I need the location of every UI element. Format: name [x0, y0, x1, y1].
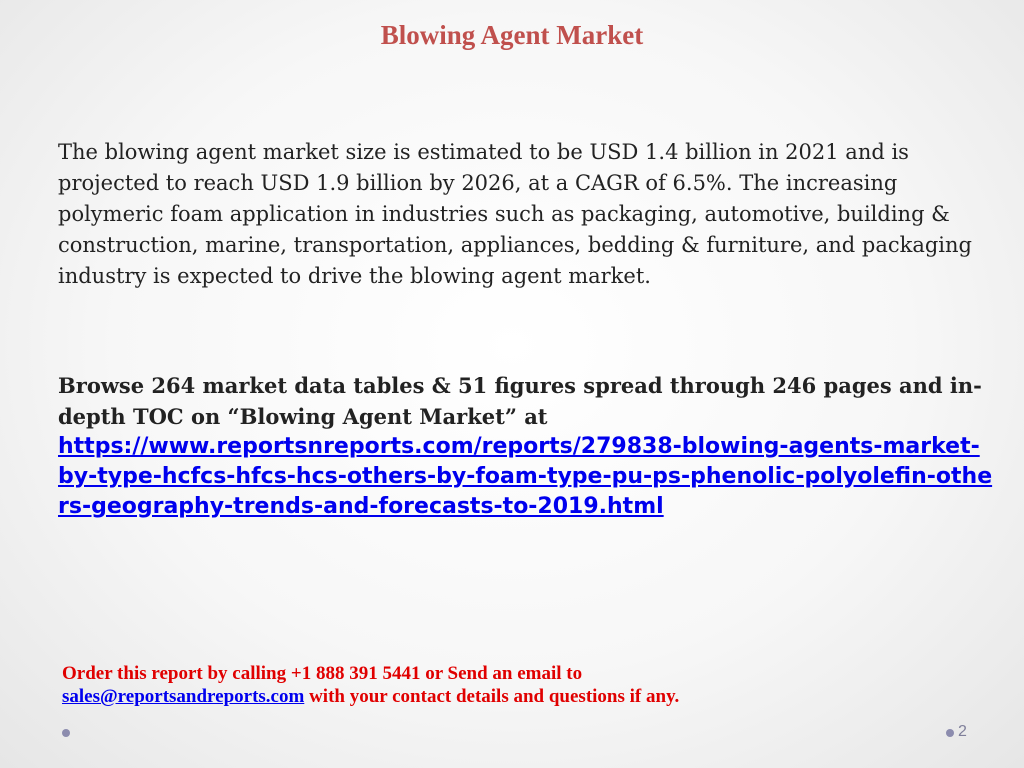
slide-title: Blowing Agent Market [380, 20, 644, 50]
report-link[interactable]: https://www.reportsnreports.com/reports/279838-blowing-agents-market-by-type-hcfcs-hfcs-hcs-others-by-foam-type-pu-ps-phenolic-polyolefin-others-geography-trends-and-forecasts-to-2019.html [58, 434, 993, 519]
page-number: 2 [958, 723, 967, 740]
browse-section [58, 370, 993, 522]
browse-text: Browse 264 market data tables & 51 figures spread through 246 pages and in-depth TOC on “Blowing Agent Market” at [58, 373, 982, 429]
order-text: Order this report by calling +1 888 391 5441 or Send an email to [62, 663, 583, 684]
order-suffix: with your contact details and questions if any. [304, 686, 680, 707]
bullet-dot-left [62, 729, 70, 737]
order-line-two [62, 685, 962, 708]
order-section [62, 662, 962, 708]
email-link[interactable]: sales@reportsandreports.com [62, 686, 305, 707]
market-summary-paragraph: The blowing agent market size is estimated to be USD 1.4 billion in 2021 and is projected to reach USD 1.9 billion by 2026, at a CAGR of 6.5%. The increasing polymeric foam application in industries such as packaging, automotive, building & construction, marine, transportation, appliances, bedding & furniture, and packaging industry is expected to drive the blowing agent market. [58, 140, 972, 288]
bullet-dot-right [946, 729, 954, 737]
